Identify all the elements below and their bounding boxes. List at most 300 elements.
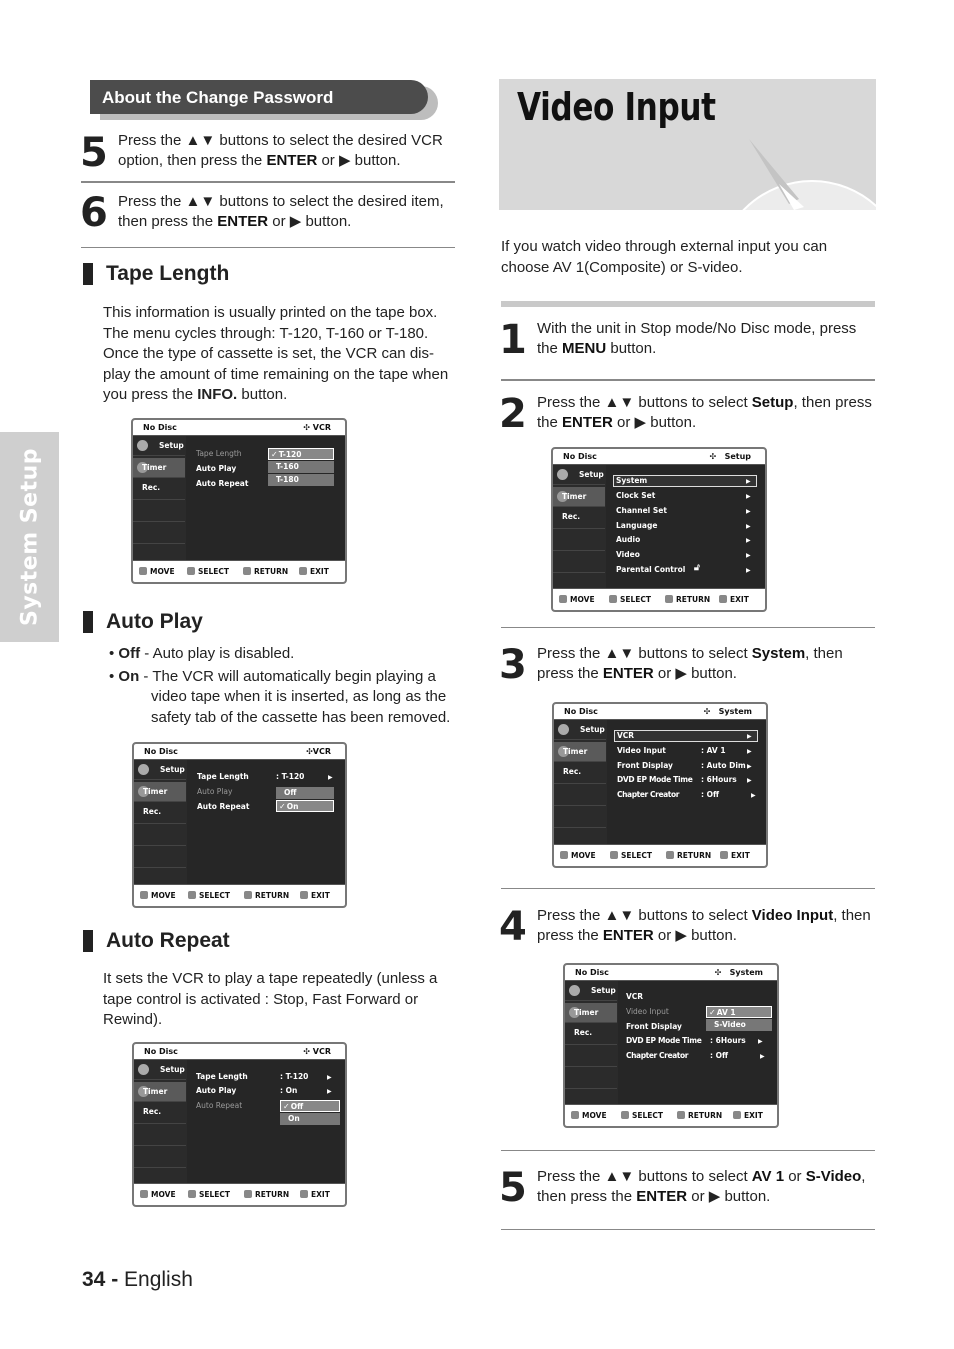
osd-item: Auto Play	[196, 1086, 237, 1095]
osd-item: DVD EP Mode Time	[626, 1036, 702, 1045]
osd-option-selected	[276, 800, 334, 812]
step-number: 5	[80, 130, 108, 176]
move-icon	[571, 1111, 579, 1119]
text: the	[537, 340, 563, 357]
osd-option: Off	[276, 787, 334, 799]
osd-hint: RETURN	[677, 851, 712, 860]
step-number: 2	[499, 391, 527, 437]
osd-bottom-bar	[554, 844, 766, 866]
page-number-value: 34 -	[82, 1268, 119, 1291]
arrow-right-icon: ▶	[746, 523, 751, 530]
osd-top-bar	[134, 744, 345, 760]
text: , then	[833, 907, 871, 924]
osd-hint: RETURN	[688, 1111, 723, 1120]
return-icon	[665, 595, 673, 603]
osd-item: Front Display	[617, 761, 673, 770]
osd-main	[187, 1060, 345, 1183]
text: button.	[237, 386, 288, 403]
osd-main	[607, 720, 766, 844]
osd-screen-auto-play	[132, 742, 347, 908]
page-language: English	[118, 1268, 193, 1291]
osd-left-menu	[133, 436, 185, 560]
step-number: 3	[499, 642, 527, 688]
osd-menu-label: Timer Rec.	[143, 787, 168, 816]
gear-icon	[558, 724, 569, 735]
osd-mode-label: VCR	[312, 1047, 331, 1056]
bold-text: ENTER	[602, 665, 654, 682]
exit-icon	[720, 851, 728, 859]
arrow-right-icon: ▶	[746, 552, 751, 559]
divider-band	[501, 301, 875, 307]
arrow-right-icon: ▶	[760, 1053, 765, 1060]
exit-icon	[300, 891, 308, 899]
osd-value: : Auto Dim	[701, 761, 746, 770]
osd-menu-label: Setup	[591, 986, 616, 995]
bold-text: Off	[118, 645, 141, 662]
osd-value: : On	[280, 1086, 298, 1095]
text: you press the	[103, 386, 198, 403]
gear-icon	[138, 1064, 149, 1075]
osd-menu-label: Setup	[580, 725, 605, 734]
osd-option-label: Off	[290, 1102, 304, 1111]
arrow-right-icon: ▶	[746, 537, 751, 544]
osd-option-selected	[280, 1100, 340, 1112]
osd-menu-timer	[565, 1003, 617, 1037]
step-line: With the unit in Stop mode/No Disc mode, press	[537, 320, 857, 337]
text: Press the ▲▼ buttons to select	[537, 907, 752, 924]
text-line: choose AV 1(Composite) or S-video.	[501, 258, 743, 276]
osd-option: S-Video	[706, 1019, 772, 1031]
osd-menu-setup	[554, 720, 606, 740]
move-icon	[559, 595, 567, 603]
osd-hint: EXIT	[744, 1111, 763, 1120]
osd-item: Clock Set	[616, 491, 656, 500]
divider	[501, 888, 875, 889]
osd-menu-empty	[565, 1047, 617, 1067]
arrow-right-icon: ▶	[758, 1038, 763, 1045]
gear-icon	[569, 985, 580, 996]
divider	[81, 181, 455, 183]
osd-option-selected	[268, 448, 334, 460]
osd-item: Chapter Creator	[617, 790, 680, 799]
osd-menu-label: Setup	[160, 1065, 185, 1074]
step-number: 6	[80, 190, 108, 236]
side-tab	[0, 432, 59, 642]
step-line	[537, 644, 882, 664]
move-icon	[140, 1190, 148, 1198]
osd-mode-label: System	[718, 707, 752, 716]
osd-option-selected	[706, 1006, 772, 1018]
osd-option-label: T-120	[278, 450, 302, 459]
osd-menu-empty	[134, 826, 186, 846]
bold-text: On	[118, 667, 140, 685]
osd-hint: RETURN	[254, 567, 289, 576]
osd-selection-bar	[614, 730, 758, 742]
page-number	[82, 1268, 193, 1292]
osd-screen-system	[552, 702, 768, 868]
move-icon	[560, 851, 568, 859]
osd-option-label: AV 1	[716, 1008, 736, 1017]
text: press the	[537, 665, 603, 682]
osd-menu-empty	[134, 1126, 186, 1146]
osd-status: No Disc	[563, 452, 597, 461]
osd-menu-label: Setup	[579, 470, 604, 479]
osd-value: : Off	[710, 1051, 729, 1060]
step-line	[537, 339, 877, 359]
arrow-right-icon: ▶	[746, 478, 751, 485]
osd-item: Video Input	[626, 1007, 669, 1016]
tape-length-paragraph	[103, 303, 463, 406]
text-line	[103, 385, 463, 406]
osd-hint: RETURN	[255, 1190, 290, 1199]
step-line	[537, 664, 882, 684]
step-text	[537, 1167, 882, 1207]
section-title: Auto Play	[106, 610, 203, 633]
arrow-right-icon: ▶	[746, 567, 751, 574]
osd-item: VCR	[626, 992, 644, 1001]
auto-repeat-paragraph	[103, 969, 463, 1031]
osd-option-label: On	[286, 802, 299, 811]
osd-mode: ✣ VCR	[303, 423, 331, 432]
text: or ▶ button.	[687, 1188, 771, 1205]
osd-menu-empty	[134, 848, 186, 868]
return-icon	[244, 1190, 252, 1198]
step-line	[118, 151, 458, 171]
osd-menu-empty	[134, 1148, 186, 1168]
exit-icon	[299, 567, 307, 575]
osd-mode: ✣VCR	[306, 747, 331, 756]
osd-hint: MOVE	[150, 567, 175, 576]
osd-status: No Disc	[564, 707, 598, 716]
text: or ▶ button.	[653, 927, 737, 944]
osd-item: VCR	[617, 731, 635, 740]
bold-text: Setup	[751, 394, 794, 411]
bullet-line: safety tab of the cassette has been removed.	[151, 708, 451, 726]
arrow-right-icon: ▶	[747, 763, 752, 770]
osd-bottom-bar	[553, 588, 765, 610]
select-icon	[188, 891, 196, 899]
step-line	[537, 393, 882, 413]
osd-menu-setup	[134, 760, 186, 780]
check-icon: ✓	[271, 450, 278, 459]
osd-top-bar	[554, 704, 766, 720]
text-line: The menu cycles through: T-120, T-160 or T-180.	[103, 324, 429, 342]
osd-menu-timer	[554, 742, 606, 776]
section-bar	[83, 263, 93, 285]
arrow-right-icon: ▶	[751, 792, 756, 799]
osd-menu-setup	[565, 981, 617, 1001]
osd-menu-timer	[134, 782, 186, 816]
osd-mode-label: VCR	[312, 423, 331, 432]
section-title: Auto Repeat	[106, 929, 230, 952]
arrow-right-icon: ▶	[327, 1088, 332, 1095]
exit-icon	[733, 1111, 741, 1119]
osd-bottom-bar	[133, 560, 345, 582]
osd-menu-label: Timer Rec.	[574, 1008, 599, 1037]
osd-mode: ✣ VCR	[303, 1047, 331, 1056]
bold-text: INFO.	[197, 386, 238, 403]
page-title: Video Input	[517, 85, 716, 129]
step-text	[537, 644, 882, 684]
step-line	[537, 926, 882, 946]
section-bar	[83, 930, 93, 952]
arrow-right-icon: ▶	[327, 1074, 332, 1081]
return-icon	[243, 567, 251, 575]
text: - The VCR will automatically begin playing a	[139, 667, 436, 685]
step-line: Press the ▲▼ buttons to select the desired item,	[118, 193, 444, 210]
osd-left-menu	[554, 720, 606, 844]
osd-mode-label: VCR	[312, 747, 331, 756]
text: then press the	[537, 1188, 637, 1205]
bold-text: ENTER	[602, 927, 654, 944]
osd-menu-label: Setup	[160, 765, 185, 774]
osd-main	[186, 436, 345, 560]
osd-hint: EXIT	[311, 891, 330, 900]
osd-hint: EXIT	[310, 567, 329, 576]
osd-menu-empty	[554, 808, 606, 828]
check-icon: ✓	[283, 1102, 290, 1111]
arrow-right-icon: ▶	[328, 774, 333, 781]
osd-option: On	[280, 1113, 340, 1125]
lock-icon: 🔓︎	[694, 563, 700, 573]
osd-top-bar	[553, 449, 765, 465]
divider	[81, 247, 455, 248]
gear-icon	[138, 764, 149, 775]
osd-item: Front Display	[626, 1022, 682, 1031]
osd-option: T-160	[268, 461, 334, 473]
bold-text: ENTER	[562, 414, 613, 431]
section-title: Tape Length	[106, 262, 230, 285]
osd-value: : Off	[701, 790, 720, 799]
osd-menu-empty	[553, 553, 605, 573]
osd-status: No Disc	[144, 1047, 178, 1056]
osd-item: Chapter Creator	[626, 1051, 689, 1060]
osd-hint: MOVE	[151, 891, 176, 900]
gear-icon	[137, 440, 148, 451]
step-number: 5	[499, 1165, 527, 1211]
osd-hint: SELECT	[621, 851, 653, 860]
check-icon: ✓	[709, 1008, 716, 1017]
osd-screen-video-input	[563, 963, 779, 1128]
osd-hint: SELECT	[620, 595, 652, 604]
osd-item: Channel Set	[616, 506, 667, 515]
osd-hint: MOVE	[151, 1190, 176, 1199]
step-line	[537, 1167, 882, 1187]
osd-hint: MOVE	[570, 595, 595, 604]
select-icon	[610, 851, 618, 859]
bullet-line: • On - The VCR will automatically begin playing a	[109, 667, 436, 685]
osd-hint: RETURN	[676, 595, 711, 604]
osd-item: Tape Length	[196, 1072, 248, 1081]
text: or ▶ button.	[612, 414, 697, 431]
bold-text: Video Input	[751, 907, 834, 924]
osd-menu-empty	[133, 502, 185, 522]
text: button.	[606, 340, 657, 357]
section-pill-title: About the Change Password	[90, 80, 428, 114]
osd-menu-label: Timer Rec.	[142, 463, 167, 492]
osd-value: : 6Hours	[701, 775, 737, 784]
osd-hint: EXIT	[730, 595, 749, 604]
bullet-line: • Off - Auto play is disabled.	[109, 645, 295, 662]
text: press the	[537, 927, 603, 944]
bold-text: AV 1	[751, 1168, 785, 1185]
osd-hint: SELECT	[632, 1111, 664, 1120]
text-line: This information is usually printed on the tape box.	[103, 304, 438, 321]
osd-mode: ✣ System	[714, 968, 763, 977]
move-icon	[140, 891, 148, 899]
osd-screen-auto-repeat	[132, 1042, 347, 1207]
step-number: 4	[499, 904, 527, 950]
return-icon	[666, 851, 674, 859]
section-bar	[83, 611, 93, 633]
osd-mode-label: Setup	[724, 452, 751, 461]
bold-text: System	[751, 645, 806, 662]
osd-menu-empty	[134, 1104, 186, 1124]
text: then press the	[118, 213, 218, 230]
osd-value: : 6Hours	[710, 1036, 746, 1045]
bullet-line: video tape when it is inserted, as long as the	[151, 688, 447, 705]
osd-left-menu	[553, 465, 605, 588]
select-icon	[621, 1111, 629, 1119]
text: or ▶ button.	[268, 213, 352, 230]
text: or ▶ button.	[653, 665, 737, 682]
osd-menu-empty	[554, 764, 606, 784]
osd-value: : T-120	[276, 772, 305, 781]
bold-text: ENTER	[636, 1188, 688, 1205]
step-line	[537, 906, 882, 926]
osd-top-bar	[565, 965, 777, 981]
osd-menu-empty	[133, 480, 185, 500]
osd-item: Language	[616, 521, 658, 530]
arrow-right-icon: ▶	[746, 508, 751, 515]
select-icon	[609, 595, 617, 603]
osd-item: Parental Control	[616, 565, 686, 574]
step-line	[537, 413, 882, 433]
text: , then press	[793, 394, 872, 411]
step-text	[537, 319, 877, 359]
osd-item: Audio	[616, 535, 641, 544]
osd-item: Auto Play	[197, 787, 233, 796]
text: or	[784, 1168, 806, 1185]
text-line: Rewind).	[103, 1011, 163, 1028]
bold-text: S-Video	[805, 1168, 862, 1185]
osd-status: No Disc	[575, 968, 609, 977]
return-icon	[677, 1111, 685, 1119]
osd-value: : T-120	[280, 1072, 309, 1081]
osd-item: Auto Play	[196, 464, 237, 473]
auto-play-bullets	[109, 644, 469, 728]
divider	[501, 1229, 875, 1230]
step-text	[118, 192, 458, 232]
osd-item: Video	[616, 550, 640, 559]
osd-menu-setup	[553, 465, 605, 485]
osd-hint: SELECT	[199, 1190, 231, 1199]
osd-status: No Disc	[144, 747, 178, 756]
step-text	[118, 131, 458, 171]
text: Press the ▲▼ buttons to select	[537, 645, 752, 662]
osd-screen-setup	[551, 447, 767, 612]
osd-left-menu	[134, 760, 186, 884]
osd-hint: EXIT	[731, 851, 750, 860]
text: or ▶ button.	[317, 152, 401, 169]
osd-main	[187, 760, 345, 884]
arrow-right-icon: ▶	[747, 748, 752, 755]
check-icon: ✓	[279, 802, 286, 811]
osd-menu-setup	[134, 1060, 186, 1080]
osd-menu-label: Timer Rec.	[563, 747, 588, 776]
osd-top-bar	[134, 1044, 345, 1060]
osd-mode: ✣ System	[703, 707, 752, 716]
side-tab-label: System Setup	[17, 448, 42, 626]
text-line: tape control is activated : Stop, Fast Forward or	[103, 990, 419, 1008]
osd-status: No Disc	[143, 423, 177, 432]
osd-menu-empty	[134, 804, 186, 824]
osd-item: DVD EP Mode Time	[617, 775, 693, 784]
text: the	[537, 414, 563, 431]
move-icon	[139, 567, 147, 575]
osd-menu-empty	[553, 509, 605, 529]
text-line: play the amount of time remaining on the tape when	[103, 365, 449, 383]
step-text	[537, 906, 882, 946]
osd-option: T-180	[268, 474, 334, 486]
osd-menu-empty	[554, 786, 606, 806]
select-icon	[187, 567, 195, 575]
arrow-right-icon: ▶	[747, 733, 752, 740]
text: option, then press the	[118, 152, 267, 169]
osd-main	[606, 465, 765, 588]
text-line: If you watch video through external input you can	[501, 238, 828, 255]
osd-item: System	[616, 476, 648, 485]
osd-menu-timer	[553, 487, 605, 521]
osd-top-bar	[133, 420, 345, 436]
step-line	[118, 212, 458, 232]
osd-hint: MOVE	[571, 851, 596, 860]
step-line	[537, 1187, 882, 1207]
step-number: 1	[499, 317, 527, 363]
exit-icon	[300, 1190, 308, 1198]
osd-item: Auto Repeat	[196, 1101, 243, 1110]
divider	[501, 1150, 875, 1151]
osd-menu-empty	[133, 524, 185, 544]
osd-hint: RETURN	[255, 891, 290, 900]
osd-menu-label: Setup	[159, 441, 184, 450]
osd-menu-timer	[134, 1082, 186, 1116]
osd-menu-label: Timer Rec.	[143, 1087, 168, 1116]
osd-bottom-bar	[134, 1183, 345, 1205]
osd-hint: EXIT	[311, 1190, 330, 1199]
osd-hint: SELECT	[198, 567, 230, 576]
arrow-right-icon: ▶	[746, 493, 751, 500]
osd-menu-empty	[565, 1069, 617, 1089]
osd-hint: MOVE	[582, 1111, 607, 1120]
osd-bottom-bar	[565, 1104, 777, 1126]
osd-screen-tape-length	[131, 418, 347, 584]
step-text	[537, 393, 882, 433]
arrow-right-icon: ▶	[747, 777, 752, 784]
text-line: Once the type of cassette is set, the VCR can dis-	[103, 345, 434, 362]
bold-text: MENU	[562, 340, 607, 357]
bold-text: ENTER	[217, 213, 269, 230]
bold-text: ENTER	[266, 152, 318, 169]
text: Press the ▲▼ buttons to select	[537, 394, 752, 411]
osd-item: Auto Repeat	[197, 802, 250, 811]
osd-left-menu	[565, 981, 617, 1104]
osd-item: Video Input	[617, 746, 666, 755]
exit-icon	[719, 595, 727, 603]
intro-paragraph	[501, 237, 871, 278]
gear-icon	[557, 469, 568, 480]
osd-menu-empty	[565, 1025, 617, 1045]
